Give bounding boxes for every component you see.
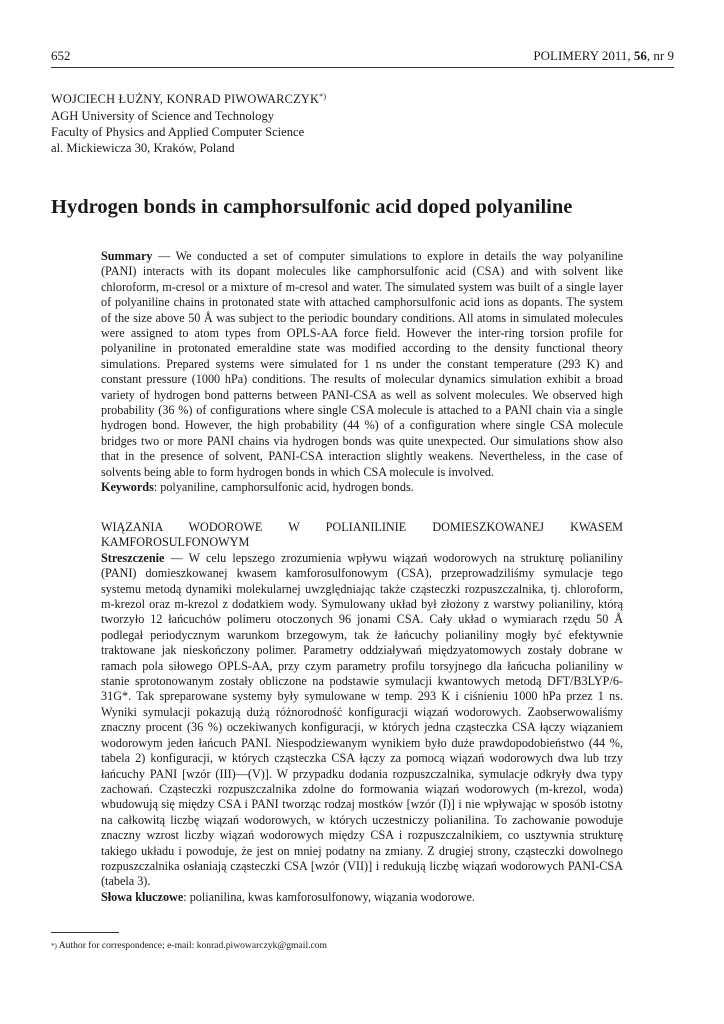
summary-paragraph	[101, 249, 623, 480]
author-line	[51, 91, 674, 107]
keywords-paragraph	[101, 480, 623, 495]
header-rule	[51, 67, 674, 68]
affiliation-line-2: Faculty of Physics and Applied Computer Science	[51, 125, 305, 139]
paper-title: Hydrogen bonds in camphorsulfonic acid doped polyaniline	[51, 196, 573, 218]
streszczenie-text: — W celu lepszego zrozumienia wpływu wiązań wodorowych na strukturę polianiliny (PANI) domieszkowanej kwasem kamforosulfonowym (CSA), przeprowadziliśmy symulacje tego systemu metodą dynamiki molekularnej uwzględniając także cząsteczki rozpuszczalnika, tj. chloroform, m-krezol oraz m-krezol z dodatkiem wody. Symulowany układ był złożony z warstwy polianiliny, którą tworzyło 12 łańcuchów polimeru otoczonych 96 jonami CSA. Cały układ o wymiarach rzędu 50 Å podlegał periodycznym warunkom brzegowym, tak że łańcuchy polianiliny mogły być efektywnie traktowane jak nieskończony polimer. Parametry oddziaływań międzyatomowych zostały dobrane w ramach pola siłowego OPLS-AA, przy czym parametry profilu torsyjnego dla łańcucha polianiliny w stanie sprotonowanym zostały obliczone na podstawie symulacji kwantowych metodą DFT/B3LYP/6-31G*. Tak spreparowane systemy były symulowane w temp. 293 K i ciśnieniu 1000 hPa przez 1 ns. Wyniki symulacji pokazują dużą różnorodność konfiguracji wiązań wodorowych. Zaobserwowaliśmy znaczny procent (36 %) oczekiwanych konfiguracji, w których jedna cząsteczka CSA łączy wiązaniem wodorowym jeden łańcuch PANI. Niespodziewanym wynikiem było duże prawdopodobieństwo (44 %, tabela 2) konfiguracji, w których cząsteczka CSA łączy za pomocą wiązań wodorowych dwa lub trzy łańcuchy PANI [wzór (III)—(V)]. W przypadku dodania rozpuszczalnika, symulacje odkryły dwa typy zachowań. Cząsteczki rozpuszczalnika zdolne do formowania wiązań wodorowych (m-krezol, woda) wbudowują się między CSA i PANI tworząc rodzaj mostków [wzór (I)] i nie wpływając w sposób istotny na całkowitą liczbę wiązań wodorowych, w których uczestniczy polianilina. To zachowanie powoduje znaczny wzrost liczby wiązań wodorowych między CSA i rozpuszczalnikiem, co usztywnia strukturę takiego układu i powoduje, że jest on mniej podatny na zmiany. Z drugiej strony, cząsteczki dowolnego rozpuszczalnika osłaniają cząsteczki CSA [wzór (VII)] i redukują liczbę wiązań wodorowych PANI-CSA (tabela 3).	[101, 550, 623, 889]
journal-name: POLIMERY 2011,	[533, 48, 634, 63]
affiliation	[51, 108, 674, 156]
streszczenie-paragraph	[101, 551, 623, 890]
keywords-label: Keywords	[101, 480, 154, 495]
summary-text: — We conducted a set of computer simulations to explore in details the way polyaniline (PANI) interacts with its dopant molecules like camphorsulfonic acid (CSA) and with solvent like chloroform, m-cresol or a mixture of m-cresol and water. The simulated system was built of a single layer of polyaniline chains in protonated state with attached camphorsulfonic acid ions as dopants. The system of the size above 50 Å was subject to the periodic boundary conditions. All atoms in simulated molecules were assigned to atom types from OPLS-AA force field. However the inter-ring torsion profile for polyaniline in protonated emeraldine state was modified according to the density functional theory simulations. Prepared systems were simulated for 1 ns under the constant temperature (293 K) and constant pressure (1000 hPa) conditions. The results of molecular dynamics simulation exhibit a broad variety of hydrogen bond patterns between PANI-CSA as well as solvent molecules. We observed high probability (36 %) of configurations where single CSA molecule is attached to a PANI chain via a single hydrogen bond. However, the high probability (44 %) of a configuration where single CSA molecule bridges two or more PANI chains via hydrogen bonds was quite unexpected. Our simulations show also that in the presence of solvent, PANI-CSA interaction slightly weakens. Nevertheless, in the case of solvents being able to form hydrogen bonds in which CSA molecule is involved.	[101, 249, 623, 479]
author-names: WOJCIECH ŁUŻNY, KONRAD PIWOWARCZYK	[51, 92, 320, 106]
footnote	[51, 940, 674, 952]
streszczenie-label: Streszczenie	[101, 550, 165, 565]
journal-volume: 56	[633, 48, 647, 63]
footnote-rule	[51, 932, 119, 933]
footnote-text: Author for correspondence; e-mail: konrad.piwowarczyk@gmail.com	[56, 940, 328, 951]
author-footnote-marker: *)	[319, 92, 327, 101]
affiliation-line-1: AGH University of Science and Technology	[51, 109, 275, 123]
journal-citation	[533, 48, 674, 64]
page-number: 652	[51, 48, 71, 63]
polish-title: WIĄZANIA WODOROWE W POLIANILINIE DOMIESZKOWANEJ KWASEM KAMFOROSULFONOWYM	[101, 520, 623, 550]
polish-keywords-paragraph	[101, 890, 623, 905]
english-abstract	[101, 249, 623, 496]
summary-label: Summary	[101, 249, 153, 263]
affiliation-line-3: al. Mickiewicza 30, Kraków, Poland	[51, 141, 235, 155]
polish-keywords-label: Słowa kluczowe	[101, 889, 184, 904]
footnote-marker: *)	[51, 942, 57, 950]
keywords-text: : polyaniline, camphorsulfonic acid, hydrogen bonds.	[153, 480, 414, 495]
journal-issue: , nr 9	[646, 48, 674, 63]
polish-abstract	[101, 520, 623, 905]
running-header	[51, 48, 674, 64]
polish-keywords-text: : polianilina, kwas kamforosulfonowy, wiązania wodorowe.	[183, 889, 475, 904]
